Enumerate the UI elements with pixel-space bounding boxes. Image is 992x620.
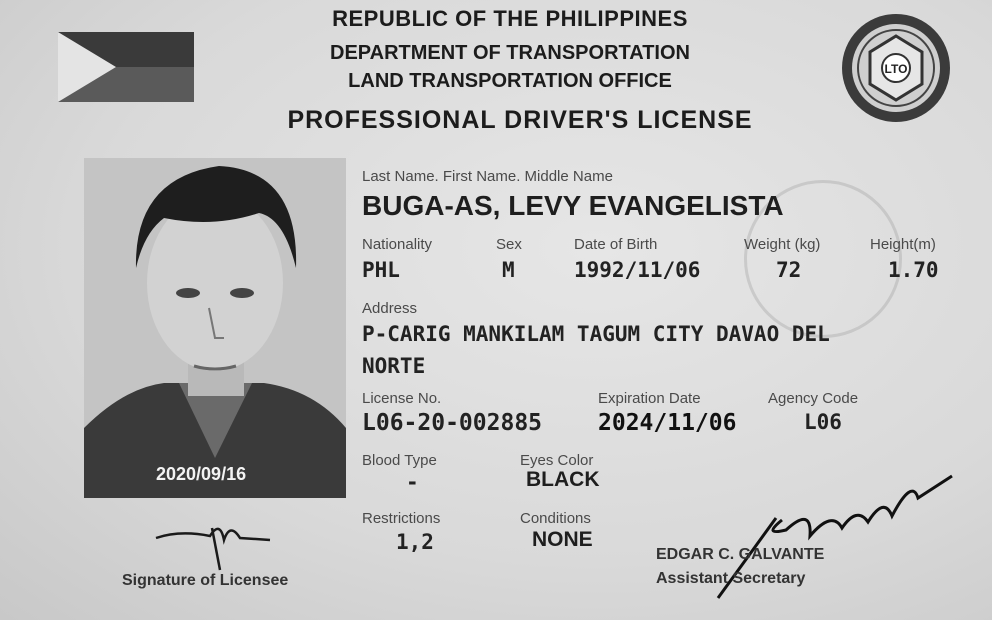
licensee-photo: [84, 158, 346, 498]
dob-label: Date of Birth: [574, 236, 658, 253]
licensee-signature-icon: [150, 510, 280, 574]
expiration-label: Expiration Date: [598, 390, 701, 407]
weight-label: Weight (kg): [744, 236, 821, 253]
header-office: LAND TRANSPORTATION OFFICE: [348, 70, 672, 92]
official-name: EDGAR C. GALVANTE: [656, 546, 825, 563]
header-department: DEPARTMENT OF TRANSPORTATION: [330, 42, 690, 64]
license-type-title: PROFESSIONAL DRIVER'S LICENSE: [287, 106, 753, 134]
address-label: Address: [362, 300, 418, 317]
restrictions-value: 1,2: [396, 530, 434, 554]
dob-value: 1992/11/06: [574, 258, 701, 282]
nationality-value: PHL: [362, 258, 400, 282]
signature-label: Signature of Licensee: [122, 572, 289, 589]
seal-text: LTO: [884, 62, 908, 76]
photo-date-stamp: 2020/09/16: [156, 464, 247, 484]
blood-type-value: -: [406, 470, 419, 494]
eyes-color-value: BLACK: [526, 468, 600, 491]
name-label: Last Name. First Name. Middle Name: [362, 168, 613, 185]
official-title: Assistant Secretary: [656, 570, 806, 587]
philippine-flag-icon: [58, 32, 194, 102]
license-no-value: L06-20-002885: [362, 410, 543, 436]
license-no-label: License No.: [362, 390, 442, 407]
portrait-image: [84, 158, 346, 498]
height-value: 1.70: [888, 258, 939, 282]
height-label: Height(m): [870, 236, 936, 253]
conditions-label: Conditions: [520, 510, 591, 527]
agency-code-label: Agency Code: [768, 390, 859, 407]
address-line1: P-CARIG MANKILAM TAGUM CITY DAVAO DEL: [362, 322, 830, 346]
expiration-value: 2024/11/06: [598, 410, 737, 436]
eyes-color-label: Eyes Color: [520, 452, 594, 469]
restrictions-label: Restrictions: [362, 510, 441, 527]
name-value: BUGA-AS, LEVY EVANGELISTA: [362, 190, 784, 221]
nationality-label: Nationality: [362, 236, 433, 253]
conditions-value: NONE: [532, 528, 593, 551]
agency-code-value: L06: [804, 410, 842, 434]
address-line2: NORTE: [362, 354, 426, 378]
sex-value: M: [502, 258, 515, 282]
sex-label: Sex: [496, 236, 522, 253]
lto-seal-icon: [840, 12, 952, 124]
blood-type-label: Blood Type: [362, 452, 437, 469]
header-republic: REPUBLIC OF THE PHILIPPINES: [332, 6, 688, 31]
weight-value: 72: [776, 258, 802, 282]
